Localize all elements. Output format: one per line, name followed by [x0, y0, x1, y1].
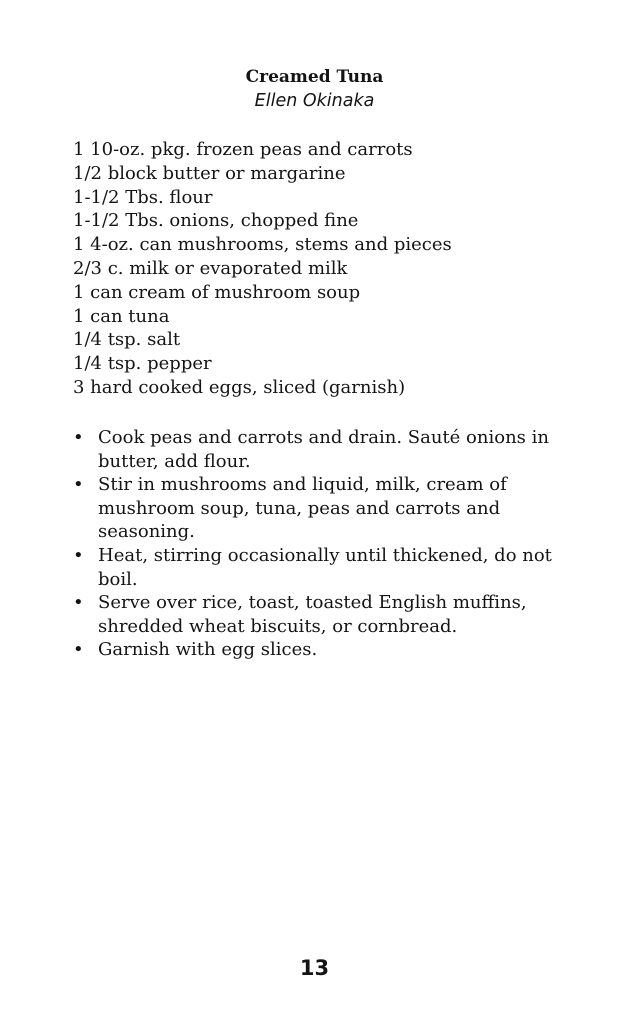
ingredient-item: 2/3 c. milk or evaporated milk — [73, 257, 348, 279]
instruction-step — [73, 544, 553, 591]
instruction-text: Cook peas and carrots and drain. Sauté onions in butter, add flour. — [98, 427, 549, 472]
page-number: 13 — [299, 956, 330, 980]
ingredient-list — [73, 138, 452, 400]
ingredient-item: 1-1/2 Tbs. flour — [73, 186, 213, 208]
instruction-step — [73, 638, 553, 662]
bullet-icon: • — [73, 474, 84, 496]
ingredient-item: 1 can tuna — [73, 305, 170, 327]
ingredient-item: 1/4 tsp. pepper — [73, 353, 212, 375]
ingredient-item: 1 can cream of mushroom soup — [73, 281, 361, 303]
instruction-step — [73, 426, 553, 473]
bullet-icon: • — [73, 427, 84, 448]
instruction-text: Stir in mushrooms and liquid, milk, cream of mushroom soup, tuna, peas and carrots and seasoning. — [98, 474, 507, 543]
instruction-step — [73, 473, 553, 544]
recipe-title: Creamed Tuna — [245, 67, 384, 87]
instruction-list — [73, 426, 553, 662]
instruction-step — [73, 591, 553, 638]
recipe-author: Ellen Okinaka — [254, 91, 375, 111]
ingredient-item: 1 4-oz. can mushrooms, stems and pieces — [73, 234, 452, 256]
instruction-text: Garnish with egg slices. — [98, 639, 318, 661]
bullet-icon: • — [73, 592, 84, 614]
instruction-text: Heat, stirring occasionally until thickened, do not boil. — [98, 544, 552, 590]
ingredient-item: 1-1/2 Tbs. onions, chopped fine — [73, 210, 359, 232]
ingredient-item: 1/2 block butter or margarine — [73, 162, 346, 184]
bullet-icon: • — [73, 639, 84, 661]
ingredient-item: 1 10-oz. pkg. frozen peas and carrots — [73, 139, 413, 160]
ingredient-item: 1/4 tsp. salt — [73, 329, 181, 351]
bullet-icon: • — [73, 544, 84, 566]
instruction-text: Serve over rice, toast, toasted English muffins, shredded wheat biscuits, or cornbread. — [98, 592, 527, 637]
ingredient-item: 3 hard cooked eggs, sliced (garnish) — [73, 376, 406, 398]
